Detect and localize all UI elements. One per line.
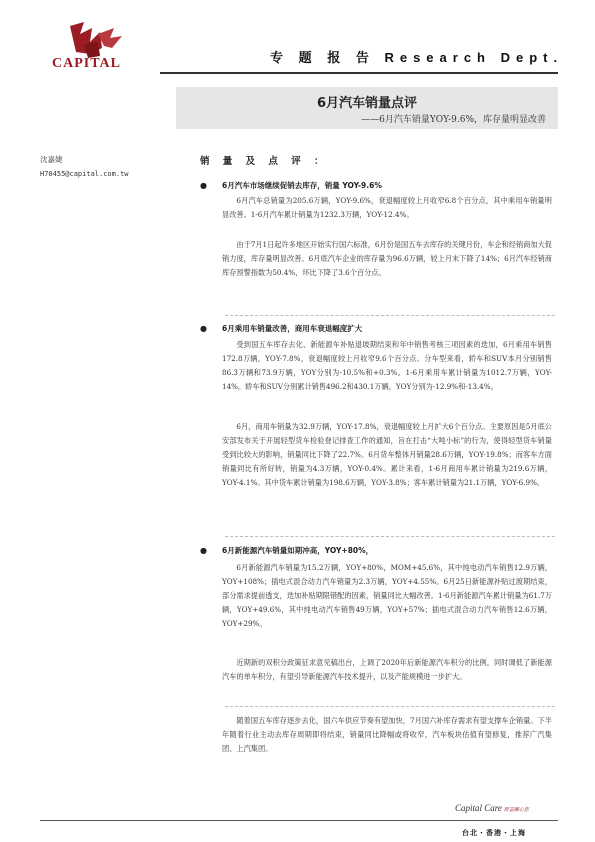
footer-logo-cn: 群益關心您 [503, 808, 529, 813]
footer-cities: 台北・香港・上海 [462, 829, 526, 837]
bullet-dot-icon: ● [200, 323, 207, 333]
bullet-title: 6月汽车市场继续促销去库存，销量 YOY-9.6% [222, 181, 382, 190]
author-name: 沈嘉婕 [40, 155, 63, 164]
bullet-1 [200, 180, 382, 191]
logo-text: CAPITAL [52, 56, 121, 71]
paragraph: 6月汽车总销量为205.6万辆，YOY-9.6%，衰退幅度较上月收窄6.8个百分点，其中乘用车销量明显改善。1-6月汽车累计销量为1232.3万辆，YOY-12.4%。 [222, 196, 552, 219]
paragraph: 受到国五车库存去化、新能源车补贴退坡期结束和年中销售考核三项因素的迭加，6月乘用车销售172.8万辆，YOY-7.8%，衰退幅度较上月收窄9.6个百分点。分车型来看，轿车和SUV本月分别销售86.3万辆和73.9万辆，YOY分别为-10.5%和+0.3%。1-6月乘用车累计销量为1012.7万辆，YOY-14%。轿车和SUV分别累计销售496.2和430.1万辆，YOY分别为-12.9%和-13.4%。 [222, 340, 552, 391]
header-rule [160, 72, 558, 74]
paragraph: 6月，商用车销量为32.9万辆，YOY-17.8%，衰退幅度较上月扩大6个百分点。主要原因是5月底公安部发布关于开展轻型货车检验登记排查工作的通知，旨在打击“大吨小标”的行为，使得轻型货车销量受到比较大的影响，销量同比下降了22.7%。6月货车整体月销量28.6万辆，YOY-19.8%；而客车方面销量同比有所好转，销量为4.3万辆，YOY-0.4%。累计来看，1-6月商用车累计销量为219.6万辆，YOY-4.1%。其中货车累计销量为198.6万辆，YOY-3.8%；客车累计销量为21.1万辆，YOY-6.9%。 [222, 422, 552, 487]
divider [225, 706, 555, 707]
paragraph: 由于7月1日起许多地区开始实行国六标准，6月份是国五车去库存的关键月份，车企和经销商加大促销力度，库存量明显改善。6月底汽车企业的库存量为96.6万辆，较上月末下降了14%；6月汽车经销商库存预警指数为50.4%，环比下降了3.6个百分点。 [222, 240, 552, 277]
paragraph: 近期新的双积分政策征求意见稿出台，上调了2020年后新能源汽车积分的比例，同时调低了新能源汽车的单车积分，有望引导新能源汽车技术提升，以及产能规模进一步扩大。 [222, 658, 552, 681]
bullet-title: 6月新能源汽车销量如期冲高，YOY+80%， [222, 546, 374, 555]
divider [225, 536, 555, 537]
report-title: 6月汽车销量点评 [316, 96, 418, 111]
closing-paragraph: 随着国五车库存逐步去化，国六车供应节奏有望加快，7月国六补库存需求有望支撑车企销量。下半年随着行业主动去库存周期即将结束，销量同比降幅或将收窄，汽车板块估值有望修复，推荐广汽集团、上汽集团。 [222, 716, 552, 753]
title-box [176, 87, 558, 129]
paragraph: 6月新能源汽车销量为15.2万辆，YOY+80%，MOM+45.6%，其中纯电动汽车销售12.9万辆，YOY+108%；插电式混合动力汽车销量为2.3万辆，YOY+4.55%。6月25日新能源补贴过渡期结束，部分需求提前透支，迭加补贴期限错配的因素，销量同比大幅改善。1-6月新能源汽车累计销量为61.7万辆，YOY+49.6%，其中纯电动汽车销售49万辆，YOY+57%；插电式混合动力汽车销售12.6万辆，YOY+29%。 [222, 563, 552, 628]
bullet-dot-icon: ● [200, 545, 207, 555]
report-subtitle: ——6月汽车销量YOY-9.6%，库存量明显改善 [361, 115, 546, 125]
bullet-title: 6月乘用车销量改善，商用车衰退幅度扩大 [222, 324, 363, 333]
bullet-3 [200, 545, 374, 556]
bullet-2 [200, 323, 363, 334]
author-email[interactable]: H70455@capital.com.tw [40, 170, 129, 178]
section-heading: 销 量 及 点 评 ： [200, 156, 329, 167]
divider [225, 315, 555, 316]
footer-rule [40, 820, 558, 821]
footer-logo-text: Capital Care [455, 803, 502, 813]
header-title: 专 题 报 告 Research Dept. [270, 50, 564, 65]
footer-logo [455, 803, 529, 813]
bullet-dot-icon: ● [200, 180, 207, 190]
